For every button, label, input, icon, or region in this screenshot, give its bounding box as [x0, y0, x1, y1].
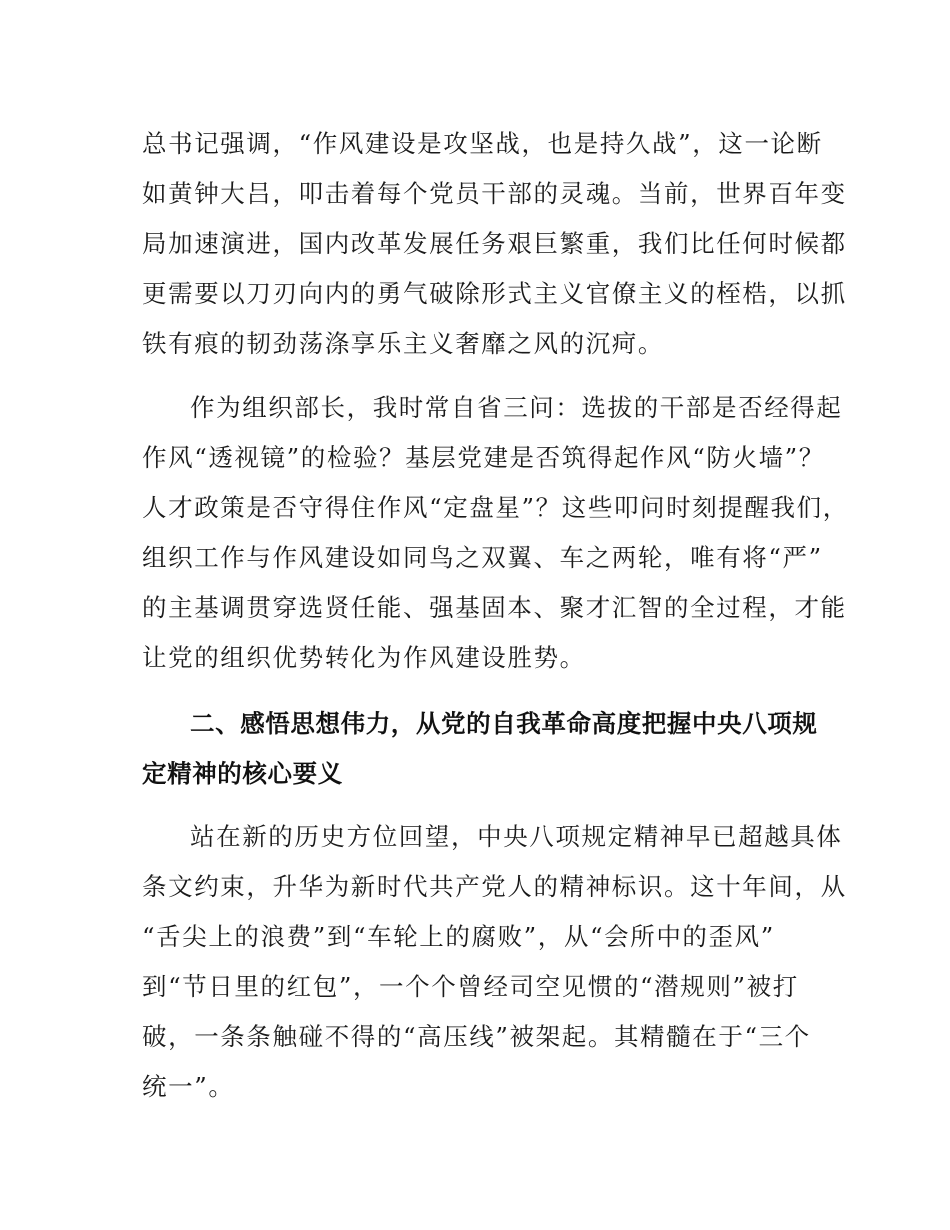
paragraph-3-line-2: 条文约束，升华为新时代共产党人的精神标识。这十年间，从	[142, 872, 847, 901]
paragraph-1-line-5: 铁有痕的韧劲荡涤享乐主义奢靡之风的沉疴。	[142, 329, 664, 358]
paragraph-1-line-1: 总书记强调，“作风建设是攻坚战，也是持久战”，这一论断	[142, 129, 823, 158]
paragraph-1-line-3: 局加速演进，国内改革发展任务艰巨繁重，我们比任何时候都	[142, 229, 847, 258]
paragraph-2-line-1: 作为组织部长，我时常自省三问：选拔的干部是否经得起	[190, 393, 843, 422]
paragraph-3-line-5: 破，一条条触碰不得的“高压线”被架起。其精髓在于“三个	[142, 1022, 811, 1051]
paragraph-3-line-1: 站在新的历史方位回望，中央八项规定精神早已超越具体	[190, 822, 843, 851]
paragraph-1-line-2: 如黄钟大吕，叩击着每个党员干部的灵魂。当前，世界百年变	[142, 179, 847, 208]
section-heading-line-1: 二、感悟思想伟力，从党的自我革命高度把握中央八项规	[190, 709, 818, 738]
paragraph-2-line-4: 组织工作与作风建设如同鸟之双翼、车之两轮，唯有将“严”	[142, 543, 823, 572]
paragraph-2-line-6: 让党的组织优势转化为作风建设胜势。	[142, 643, 586, 672]
paragraph-1-line-4: 更需要以刀刃向内的勇气破除形式主义官僚主义的桎梏，以抓	[142, 279, 847, 308]
paragraph-3-line-6: 统一”。	[142, 1072, 235, 1101]
paragraph-2-line-5: 的主基调贯穿选贤任能、强基固本、聚才汇智的全过程，才能	[142, 593, 847, 622]
paragraph-3-line-3: “舌尖上的浪费”到“车轮上的腐败”，从“会所中的歪风”	[142, 922, 775, 951]
paragraph-2-line-3: 人才政策是否守得住作风“定盘星”？这些叩问时刻提醒我们，	[142, 493, 849, 522]
section-heading-line-2: 定精神的核心要义	[142, 759, 343, 788]
paragraph-3-line-4: 到“节日里的红包”，一个个曾经司空见惯的“潜规则”被打	[142, 972, 799, 1001]
paragraph-2-line-2: 作风“透视镜”的检验？基层党建是否筑得起作风“防火墙”？	[142, 443, 825, 472]
